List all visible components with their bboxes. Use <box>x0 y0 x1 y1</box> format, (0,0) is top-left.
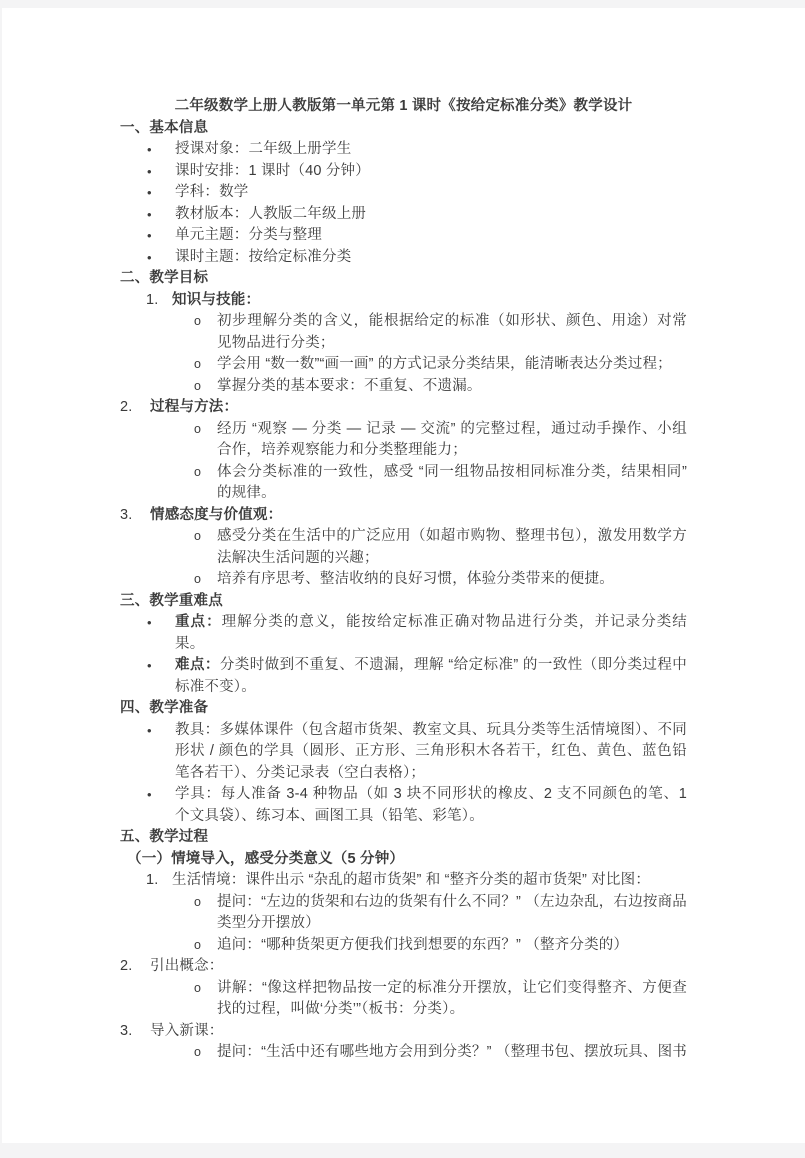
list-item <box>120 612 687 655</box>
list-item <box>120 290 687 312</box>
item-text: 体会分类标准的一致性，感受 “同一组物品按相同标准分类，结果相同” 的规律。 <box>217 463 687 501</box>
list-item <box>120 784 687 827</box>
bullet-marker-icon: • <box>147 206 152 222</box>
list-item <box>120 311 687 354</box>
item-text: 理解分类的意义，能按给定标准正确对物品进行分类，并记录分类结果。 <box>175 614 687 652</box>
document-page <box>2 8 805 1143</box>
item-text: 导入新课： <box>150 1022 224 1039</box>
circle-marker-icon: o <box>194 464 202 479</box>
list-item <box>120 139 687 161</box>
list-item <box>120 978 687 1021</box>
item-text: 课时主题：按给定标准分类 <box>175 248 352 265</box>
list-item <box>120 892 687 935</box>
list-item <box>120 182 687 204</box>
item-text: 经历 “观察 — 分类 — 记录 — 交流” 的完整过程，通过动手操作、小组合作，培养观察能力和分类整理能力； <box>217 420 687 458</box>
number-marker: 2. <box>120 399 133 415</box>
list-item <box>120 161 687 183</box>
section-heading: 一、基本信息 <box>120 119 209 136</box>
document-content <box>2 8 805 1064</box>
circle-marker-icon: o <box>194 529 202 543</box>
section-heading: 五、教学过程 <box>120 829 209 845</box>
section-heading: 三、教学重难点 <box>120 592 223 609</box>
list-item <box>120 376 687 398</box>
item-text: 分类时做到不重复、不遗漏，理解 “给定标准” 的一致性（即分类过程中标准不变）。 <box>175 657 687 695</box>
section-heading: 四、教学准备 <box>120 700 209 716</box>
item-text: 单元主题：分类与整理 <box>175 227 322 243</box>
circle-marker-icon: o <box>194 980 202 995</box>
list-item <box>120 225 687 247</box>
list-item <box>120 505 687 527</box>
number-marker: 1. <box>146 872 159 888</box>
circle-marker-icon: o <box>194 378 202 393</box>
bullet-marker-icon: • <box>147 249 152 265</box>
list-item <box>120 655 687 698</box>
circle-marker-icon: o <box>194 314 202 328</box>
section-subheading: （一）情境导入，感受分类意义（5 分钟） <box>127 850 405 867</box>
item-text: 授课对象：二年级上册学生 <box>175 141 352 157</box>
list-item <box>120 526 687 569</box>
bullet-marker-icon: • <box>147 615 152 630</box>
item-label: 难点： <box>175 657 220 673</box>
item-text: 感受分类在生活中的广泛应用（如超市购物、整理书包），激发用数学方法解决生活问题的兴趣； <box>217 528 687 566</box>
circle-marker-icon: o <box>194 572 202 586</box>
item-text: 学具：每人准备 3-4 种物品（如 3 块不同形状的橡皮、2 支不同颜色的笔、1 个文具袋）、练习本、画图工具（铅笔、彩笔）。 <box>175 786 687 824</box>
item-text: 提问：“生活中还有哪些地方会用到分类？” （整理书包、摆放玩具、图书 <box>217 1044 687 1060</box>
list-item <box>120 354 687 376</box>
section-heading: 二、教学目标 <box>120 270 209 286</box>
item-text: 追问：“哪种货架更方便我们找到想要的东西？” （整齐分类的） <box>217 936 629 953</box>
item-text: 教材版本：人教版二年级上册 <box>175 205 367 222</box>
list-item <box>120 1042 687 1064</box>
list-item <box>120 935 687 957</box>
list-item <box>120 956 687 978</box>
item-text: 讲解：“像这样把物品按一定的标准分开摆放，让它们变得整齐、方便查找的过程，叫做‘分类’”（板书：分类）。 <box>217 979 687 1017</box>
circle-marker-icon: o <box>194 1045 202 1059</box>
bullet-marker-icon: • <box>147 658 152 673</box>
number-marker: 1. <box>146 291 159 308</box>
circle-marker-icon: o <box>194 357 202 371</box>
bullet-marker-icon: • <box>147 163 152 179</box>
list-item <box>120 204 687 226</box>
item-text: 初步理解分类的含义，能根据给定的标准（如形状、颜色、用途）对常见物品进行分类； <box>217 313 687 351</box>
item-text: 学科：数学 <box>175 184 249 200</box>
item-text: 掌握分类的基本要求：不重复、不遗漏。 <box>217 377 482 394</box>
number-marker: 3. <box>120 1022 133 1039</box>
item-text: 培养有序思考、整洁收纳的良好习惯，体验分类带来的便捷。 <box>217 571 614 587</box>
item-text: 提问：“左边的货架和右边的货架有什么不同？” （左边杂乱，右边按商品类型分开摆放） <box>217 893 687 931</box>
list-item <box>120 397 687 419</box>
list-item <box>120 720 687 785</box>
circle-marker-icon: o <box>194 894 202 909</box>
bullet-marker-icon: • <box>147 787 152 802</box>
list-item <box>120 247 687 269</box>
list-item <box>120 419 687 462</box>
item-text: 教具：多媒体课件（包含超市货架、教室文具、玩具分类等生活情境图）、不同形状 / 颜色的学具（圆形、正方形、三角形积木各若干，红色、黄色、蓝色铅笔各若干）、分类记录表（空白表格）； <box>175 721 687 781</box>
circle-marker-icon: o <box>194 421 202 436</box>
bullet-marker-icon: • <box>147 185 152 200</box>
number-marker: 3. <box>120 506 133 523</box>
item-text: 引出概念： <box>150 958 224 974</box>
list-item <box>120 870 687 892</box>
item-text: 课时安排：1 课时（40 分钟） <box>175 162 370 179</box>
item-label: 过程与方法： <box>150 399 239 415</box>
bullet-marker-icon: • <box>147 722 152 738</box>
document-title: 二年级数学上册人教版第一单元第 1 课时《按给定标准分类》教学设计 <box>174 98 633 114</box>
list-item <box>120 1021 687 1043</box>
item-text: 学会用 “数一数”“画一画” 的方式记录分类结果，能清晰表达分类过程； <box>217 356 672 372</box>
item-label: 知识与技能： <box>172 291 261 308</box>
list-item <box>120 462 687 505</box>
bullet-marker-icon: • <box>147 228 152 243</box>
item-text: 生活情境：课件出示 “杂乱的超市货架” 和 “整齐分类的超市货架” 对比图： <box>172 872 651 888</box>
item-label: 情感态度与价值观： <box>150 506 283 523</box>
item-label: 重点： <box>175 614 222 630</box>
bullet-marker-icon: • <box>147 142 152 157</box>
number-marker: 2. <box>120 958 133 974</box>
circle-marker-icon: o <box>194 937 202 952</box>
list-item <box>120 569 687 591</box>
